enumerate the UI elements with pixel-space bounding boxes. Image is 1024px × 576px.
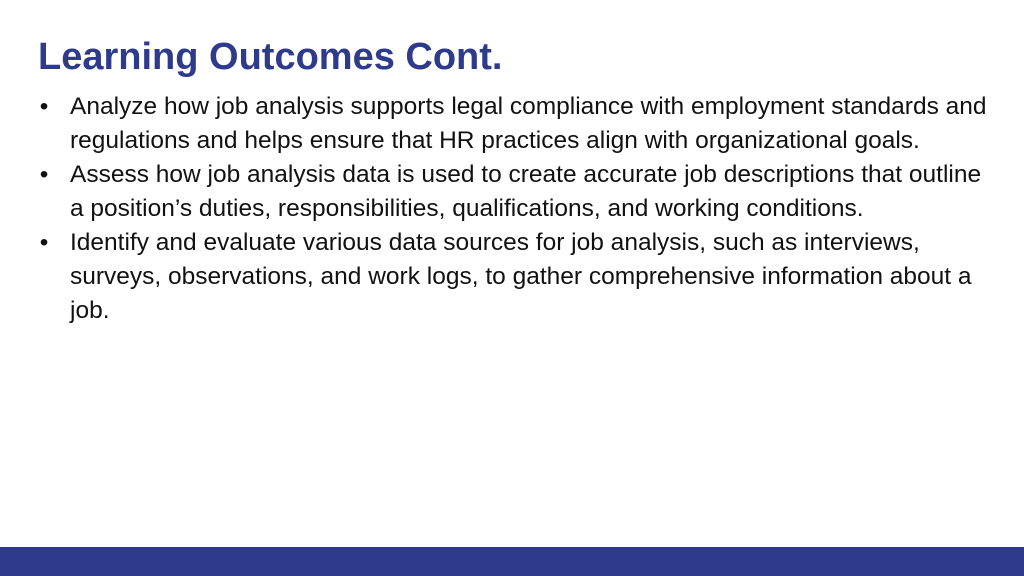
bullet-item xyxy=(34,226,994,328)
bullet-dot-icon: • xyxy=(39,93,49,120)
bullet-dot-icon: • xyxy=(39,229,49,256)
bullet-list xyxy=(34,90,994,328)
slide-title: Learning Outcomes Cont. xyxy=(38,36,503,78)
bullet-item xyxy=(34,158,994,226)
bullet-text: Identify and evaluate various data sources for job analysis, such as interviews, surveys, observations, and work logs, to gather comprehensive information about a job. xyxy=(70,229,972,324)
bullet-item xyxy=(34,90,994,158)
footer-bar xyxy=(0,547,1024,576)
bullet-text: Assess how job analysis data is used to create accurate job descriptions that outline a position’s duties, responsibilities, qualifications, and working conditions. xyxy=(70,161,982,222)
bullet-dot-icon: • xyxy=(39,161,49,188)
bullet-text: Analyze how job analysis supports legal compliance with employment standards and regulations and helps ensure that HR practices align with organizational goals. xyxy=(70,93,987,154)
